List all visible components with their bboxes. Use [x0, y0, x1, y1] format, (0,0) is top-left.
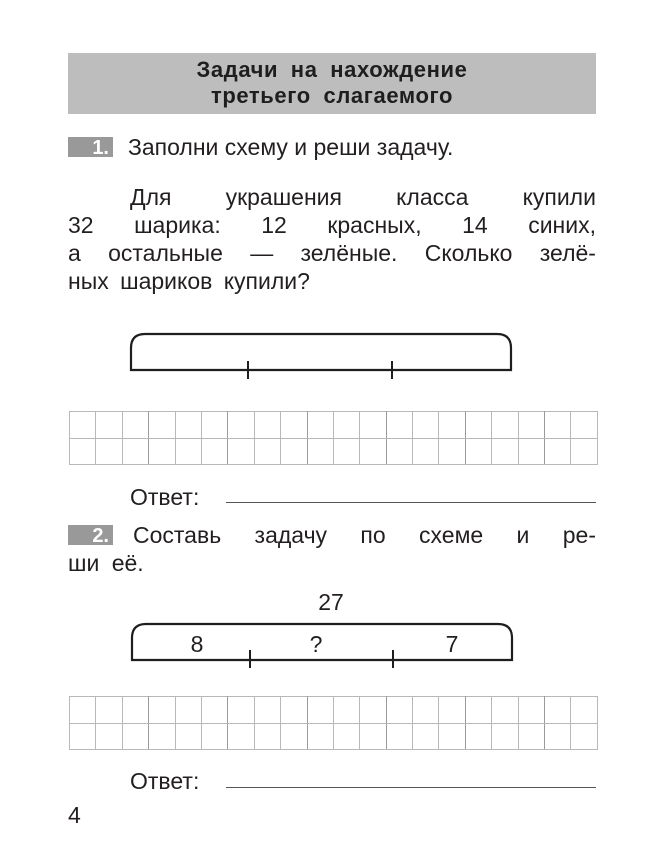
word: класса — [396, 184, 469, 210]
grid-cell[interactable] — [465, 697, 491, 724]
grid-cell[interactable] — [254, 697, 280, 724]
grid-cell[interactable] — [492, 697, 518, 724]
grid-cell[interactable] — [545, 697, 571, 724]
section-title-line-1: Задачи на нахождение — [196, 57, 468, 82]
task-1-number-badge: 1. — [68, 137, 113, 157]
grid-cell[interactable] — [70, 723, 96, 750]
task-2-answer-label: Ответ: — [130, 768, 200, 794]
grid-cell[interactable] — [175, 697, 201, 724]
word: а — [68, 240, 81, 266]
task-2-instruction-line-2: ши её. — [68, 550, 144, 576]
word: красных, — [327, 212, 422, 238]
word: и — [516, 522, 530, 548]
grid-cell[interactable] — [386, 697, 412, 724]
scheme-part-2-label: ? — [309, 631, 323, 657]
grid-cell[interactable] — [413, 697, 439, 724]
grid-cell[interactable] — [228, 723, 254, 750]
task-2-number-badge: 2. — [68, 525, 113, 545]
word: задачу — [254, 522, 328, 548]
grid-cell[interactable] — [149, 723, 175, 750]
word: украшения — [225, 184, 342, 210]
scheme-total-label: 27 — [318, 589, 344, 615]
grid-cell[interactable] — [439, 697, 465, 724]
grid-cell[interactable] — [70, 697, 96, 724]
grid-cell[interactable] — [439, 723, 465, 750]
page-number: 4 — [68, 802, 81, 828]
grid-cell[interactable] — [254, 723, 280, 750]
word: купили — [522, 184, 596, 210]
word: ре- — [562, 522, 596, 548]
grid-cell[interactable] — [386, 723, 412, 750]
grid-cell[interactable] — [201, 723, 227, 750]
grid-cell[interactable] — [518, 723, 544, 750]
grid-cell[interactable] — [518, 697, 544, 724]
grid-cell[interactable] — [122, 723, 148, 750]
grid-cell[interactable] — [281, 723, 307, 750]
grid-cell[interactable] — [122, 697, 148, 724]
grid-cell[interactable] — [465, 723, 491, 750]
scheme-part-1-label: 8 — [190, 631, 204, 657]
grid-cell[interactable] — [201, 697, 227, 724]
grid-cell[interactable] — [360, 723, 386, 750]
grid-cell[interactable] — [175, 723, 201, 750]
grid-cell[interactable] — [149, 697, 175, 724]
word: шарика: — [134, 212, 221, 238]
task-1-answer-label: Ответ: — [130, 484, 200, 510]
grid-cell[interactable] — [307, 697, 333, 724]
grid-cell[interactable] — [545, 723, 571, 750]
word: 32 — [68, 212, 94, 238]
word: 12 — [261, 212, 287, 238]
word: Составь — [133, 522, 222, 548]
word: схеме — [419, 522, 484, 548]
task-2-answer-field[interactable] — [226, 787, 596, 788]
word: 14 — [462, 212, 488, 238]
word: — — [250, 240, 274, 266]
grid-cell[interactable] — [228, 697, 254, 724]
grid-cell[interactable] — [307, 723, 333, 750]
word: остальные — [108, 240, 223, 266]
grid-cell[interactable] — [96, 723, 122, 750]
word: Для — [130, 184, 172, 210]
section-title-line-2: третьего слагаемого — [210, 83, 454, 108]
task-2-solution-grid[interactable] — [69, 696, 598, 750]
grid-row — [70, 697, 598, 724]
task-1-instruction: Заполни схему и реши задачу. — [128, 134, 454, 160]
word: по — [360, 522, 386, 548]
word: Сколько — [424, 240, 513, 266]
problem-line-4: ных шариков купили? — [68, 268, 310, 294]
word: зелёные. — [300, 240, 398, 266]
grid-cell[interactable] — [571, 723, 597, 750]
scheme-part-3-label: 7 — [445, 631, 459, 657]
grid-cell[interactable] — [571, 697, 597, 724]
word: зелё- — [539, 240, 596, 266]
grid-cell[interactable] — [413, 723, 439, 750]
grid-cell[interactable] — [333, 723, 359, 750]
grid-row — [70, 723, 598, 750]
grid-cell[interactable] — [360, 697, 386, 724]
word: синих, — [528, 212, 596, 238]
grid-cell[interactable] — [281, 697, 307, 724]
grid-cell[interactable] — [333, 697, 359, 724]
grid-cell[interactable] — [492, 723, 518, 750]
grid-cell[interactable] — [96, 697, 122, 724]
